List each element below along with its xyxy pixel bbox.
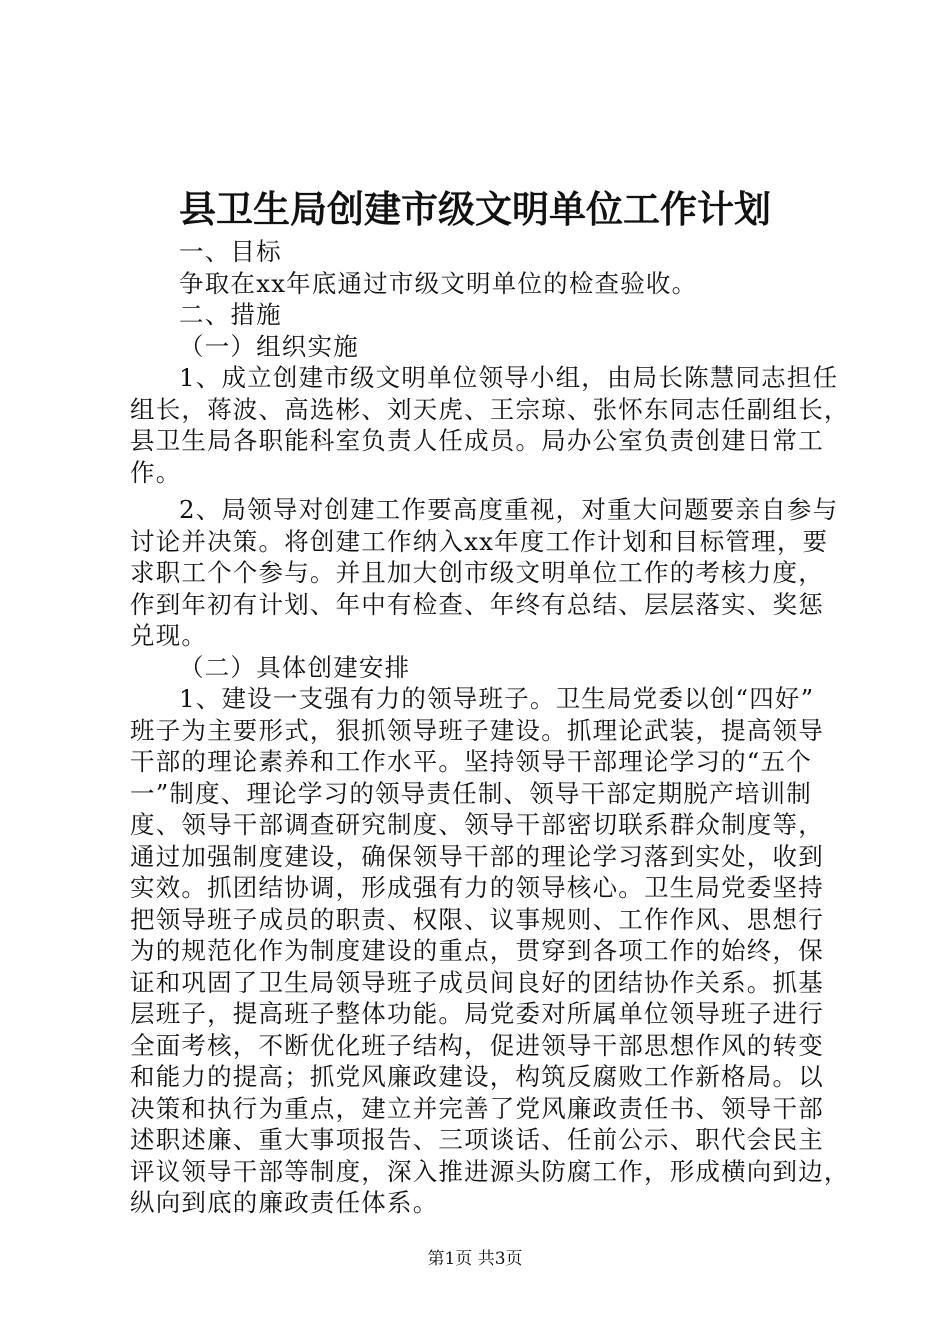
text-line: 决策和执行为重点，建立并完善了党风廉政责任书、领导干部 <box>130 1093 824 1123</box>
text-line: 一、目标 <box>179 237 282 266</box>
text-line: 评议领导干部等制度，深入推进源头防腐工作，形成横向到边， <box>130 1156 850 1186</box>
text-line: 二、措施 <box>179 300 282 329</box>
text-line: 县卫生局各职能科室负责人任成员。局办公室负责创建日常工 <box>130 426 824 455</box>
page-footer: 第1页 共3页 <box>427 1249 523 1269</box>
text-line: （一）组织实施 <box>179 331 359 361</box>
text-line: 班子为主要形式，狠抓领导班子建设。抓理论武装，提高领导 <box>130 715 824 745</box>
text-line: 层班子，提高班子整体功能。局党委对所属单位领导班子进行 <box>130 999 824 1028</box>
text-line: 作。 <box>130 457 182 487</box>
document-title: 县卫生局创建市级文明单位工作计划 <box>179 187 771 231</box>
text-line: 1、成立创建市级文明单位领导小组，由局长陈慧同志担任 <box>179 363 839 392</box>
text-line: 把领导班子成员的职责、权限、议事规则、工作作风、思想行 <box>130 904 824 934</box>
text-line: 证和巩固了卫生局领导班子成员间良好的团结协作关系。抓基 <box>130 967 824 997</box>
text-line: 兑现。 <box>130 621 208 650</box>
text-line: 作到年初有计划、年中有检查、年终有总结、层层落实、奖惩 <box>130 589 824 619</box>
document-body <box>130 236 850 1219</box>
text-line: 争取在xx年底通过市级文明单位的检查验收。 <box>179 268 698 298</box>
text-line: 1、建设一支强有力的领导班子。卫生局党委以创“四好” <box>179 684 815 713</box>
text-line: 组长，蒋波、高选彬、刘天虎、王宗琼、张怀东同志任副组长， <box>130 394 850 424</box>
text-line: 通过加强制度建设，确保领导干部的理论学习落到实处，收到 <box>130 841 824 871</box>
text-line: 2、局领导对创建工作要高度重视，对重大问题要亲自参与 <box>179 495 839 524</box>
text-line: 讨论并决策。将创建工作纳入xx年度工作计划和目标管理，要 <box>130 526 829 556</box>
text-line: （二）具体创建安排 <box>179 652 411 682</box>
text-line: 实效。抓团结协调，形成强有力的领导核心。卫生局党委坚持 <box>130 873 824 902</box>
text-line: 纵向到底的廉政责任体系。 <box>130 1188 439 1217</box>
text-line: 述职述廉、重大事项报告、三项谈话、任前公示、职代会民主 <box>130 1125 824 1154</box>
text-line: 全面考核，不断优化班子结构，促进领导干部思想作风的转变 <box>130 1030 824 1060</box>
text-line: 求职工个个参与。并且加大创市级文明单位工作的考核力度， <box>130 558 824 587</box>
text-line: 干部的理论素养和工作水平。坚持领导干部理论学习的“五个 <box>130 747 812 776</box>
text-line: 度、领导干部调查研究制度、领导干部密切联系群众制度等， <box>130 810 824 839</box>
text-line: 为的规范化作为制度建设的重点，贯穿到各项工作的始终，保 <box>130 936 824 965</box>
text-line: 和能力的提高；抓党风廉政建设，构筑反腐败工作新格局。以 <box>130 1062 824 1091</box>
text-line: 一”制度、理论学习的领导责任制、领导干部定期脱产培训制 <box>130 778 812 808</box>
